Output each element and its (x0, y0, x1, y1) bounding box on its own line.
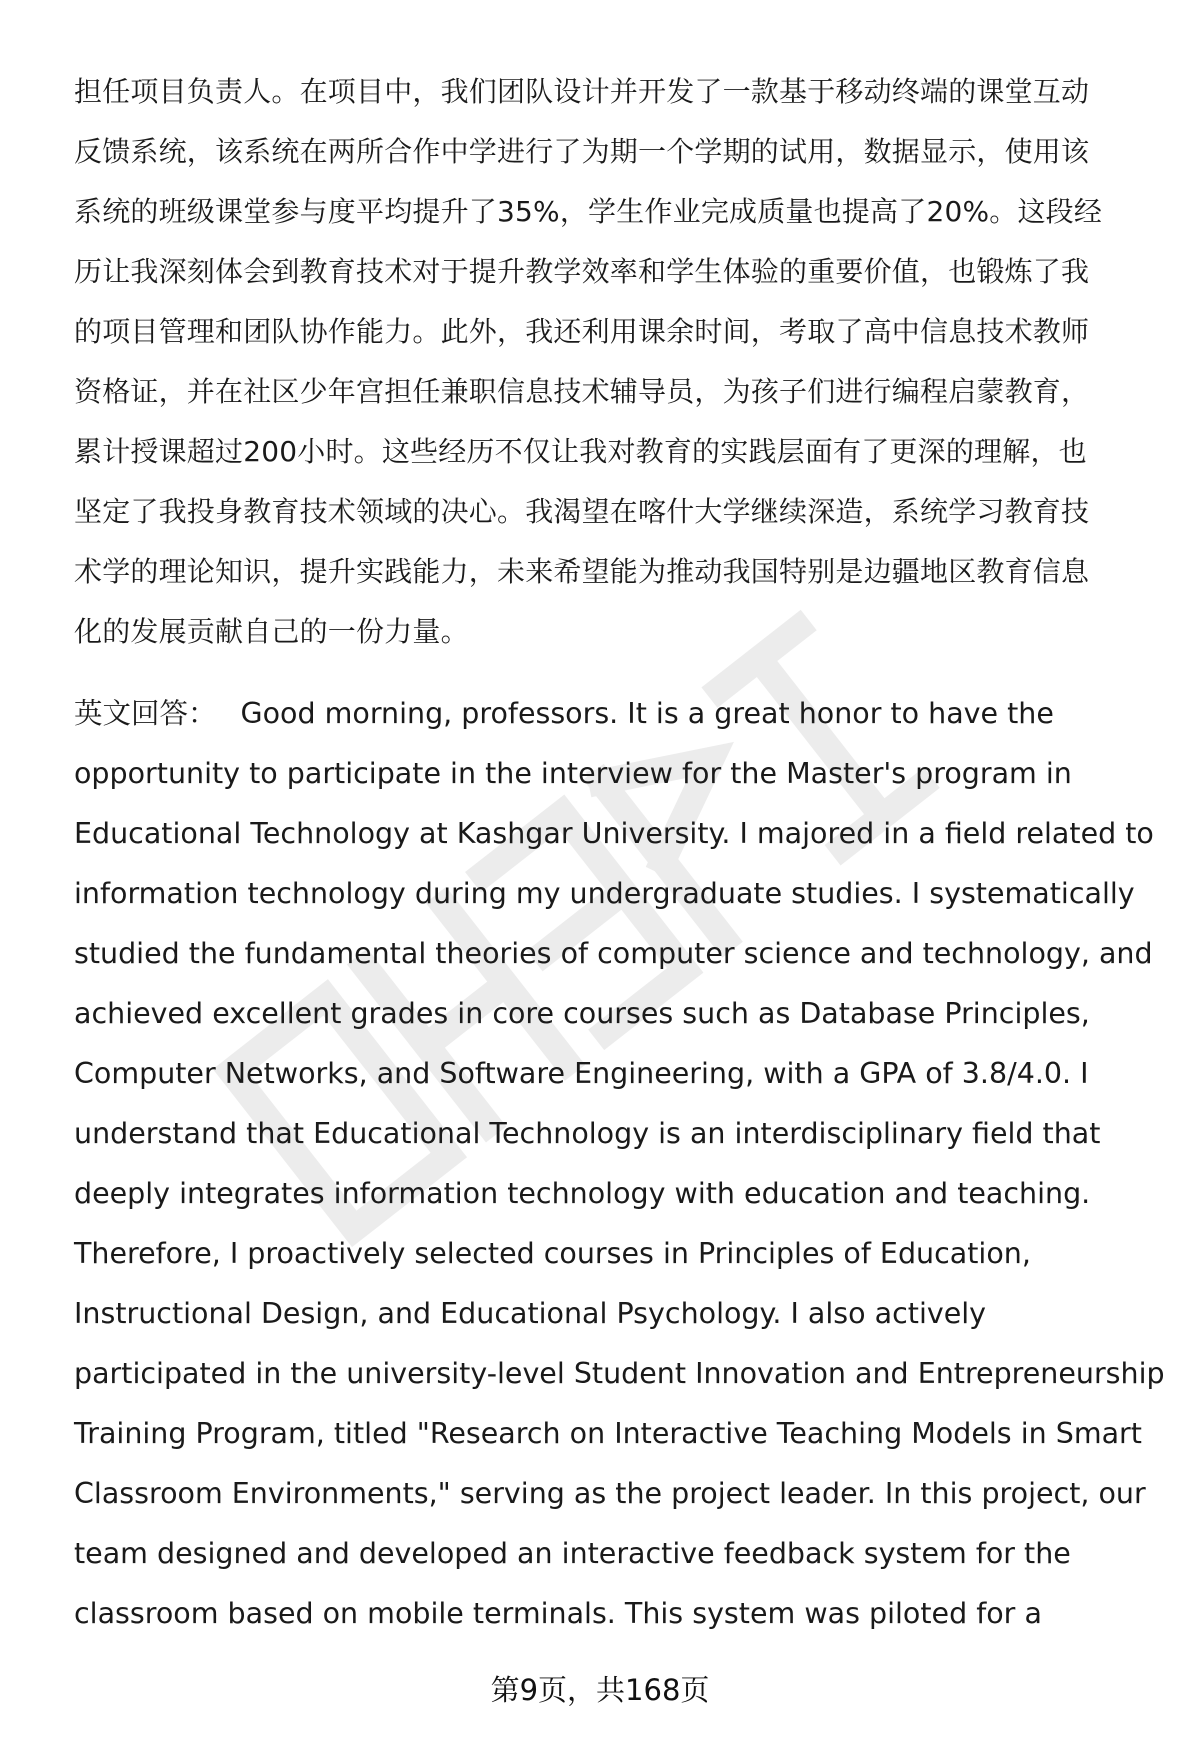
text-line: 化的发展贡献自己的一份力量。 (74, 615, 469, 648)
text-line: 系统的班级课堂参与度平均提升了35%，学生作业完成质量也提高了20%。这段经 (74, 195, 1103, 228)
text-line: 的项目管理和团队协作能力。此外，我还利用课余时间，考取了高中信息技术教师 (74, 315, 1090, 348)
text-line: 历让我深刻体会到教育技术对于提升教学效率和学生体验的重要价值，也锻炼了我 (74, 255, 1090, 288)
text-line: Therefore, I proactively selected courses in Principles of Education, (74, 1237, 1031, 1270)
text-line: understand that Educational Technology is an interdisciplinary field that (74, 1117, 1101, 1150)
text-line: information technology during my undergraduate studies. I systematically (74, 877, 1135, 910)
text-line: team designed and developed an interactive feedback system for the (74, 1537, 1071, 1570)
text-line: 资格证，并在社区少年宫担任兼职信息技术辅导员，为孩子们进行编程启蒙教育， (74, 375, 1090, 408)
text-line: achieved excellent grades in core courses such as Database Principles, (74, 997, 1090, 1030)
text-line: deeply integrates information technology with education and teaching. (74, 1177, 1091, 1210)
text-line: opportunity to participate in the interview for the Master's program in (74, 757, 1072, 790)
text-line: Training Program, titled "Research on Interactive Teaching Models in Smart (74, 1417, 1142, 1450)
text-line: classroom based on mobile terminals. This system was piloted for a (74, 1597, 1042, 1630)
text-line: 坚定了我投身教育技术领域的决心。我渴望在喀什大学继续深造，系统学习教育技 (74, 495, 1090, 528)
text-line: 术学的理论知识，提升实践能力，未来希望能为推动我国特别是边疆地区教育信息 (74, 555, 1090, 588)
text-line: Good morning, professors. It is a great honor to have the (240, 697, 1054, 730)
text-line: Classroom Environments," serving as the project leader. In this project, our (74, 1477, 1146, 1510)
text-line: 反馈系统，该系统在两所合作中学进行了为期一个学期的试用，数据显示，使用该 (74, 135, 1090, 168)
page-number-footer: 第9页，共168页 (490, 1673, 710, 1707)
text-line: Instructional Design, and Educational Psychology. I also actively (74, 1297, 987, 1330)
english-first-line (74, 684, 1154, 744)
text-line: studied the fundamental theories of computer science and technology, and (74, 937, 1153, 970)
text-line: Computer Networks, and Software Engineering, with a GPA of 3.8/4.0. I (74, 1057, 1089, 1090)
text-line: Educational Technology at Kashgar University. I majored in a field related to (74, 817, 1154, 850)
english-answer-label: 英文回答： (74, 697, 217, 730)
document-body (74, 62, 1165, 1644)
text-line: 累计授课超过200小时。这些经历不仅让我对教育的实践层面有了更深的理解，也 (74, 435, 1087, 468)
english-answer-paragraph (74, 684, 1165, 1644)
chinese-paragraph (74, 62, 1154, 662)
text-line: 担任项目负责人。在项目中，我们团队设计并开发了一款基于移动终端的课堂互动 (74, 75, 1090, 108)
text-line: participated in the university-level Student Innovation and Entrepreneurship (74, 1357, 1165, 1390)
